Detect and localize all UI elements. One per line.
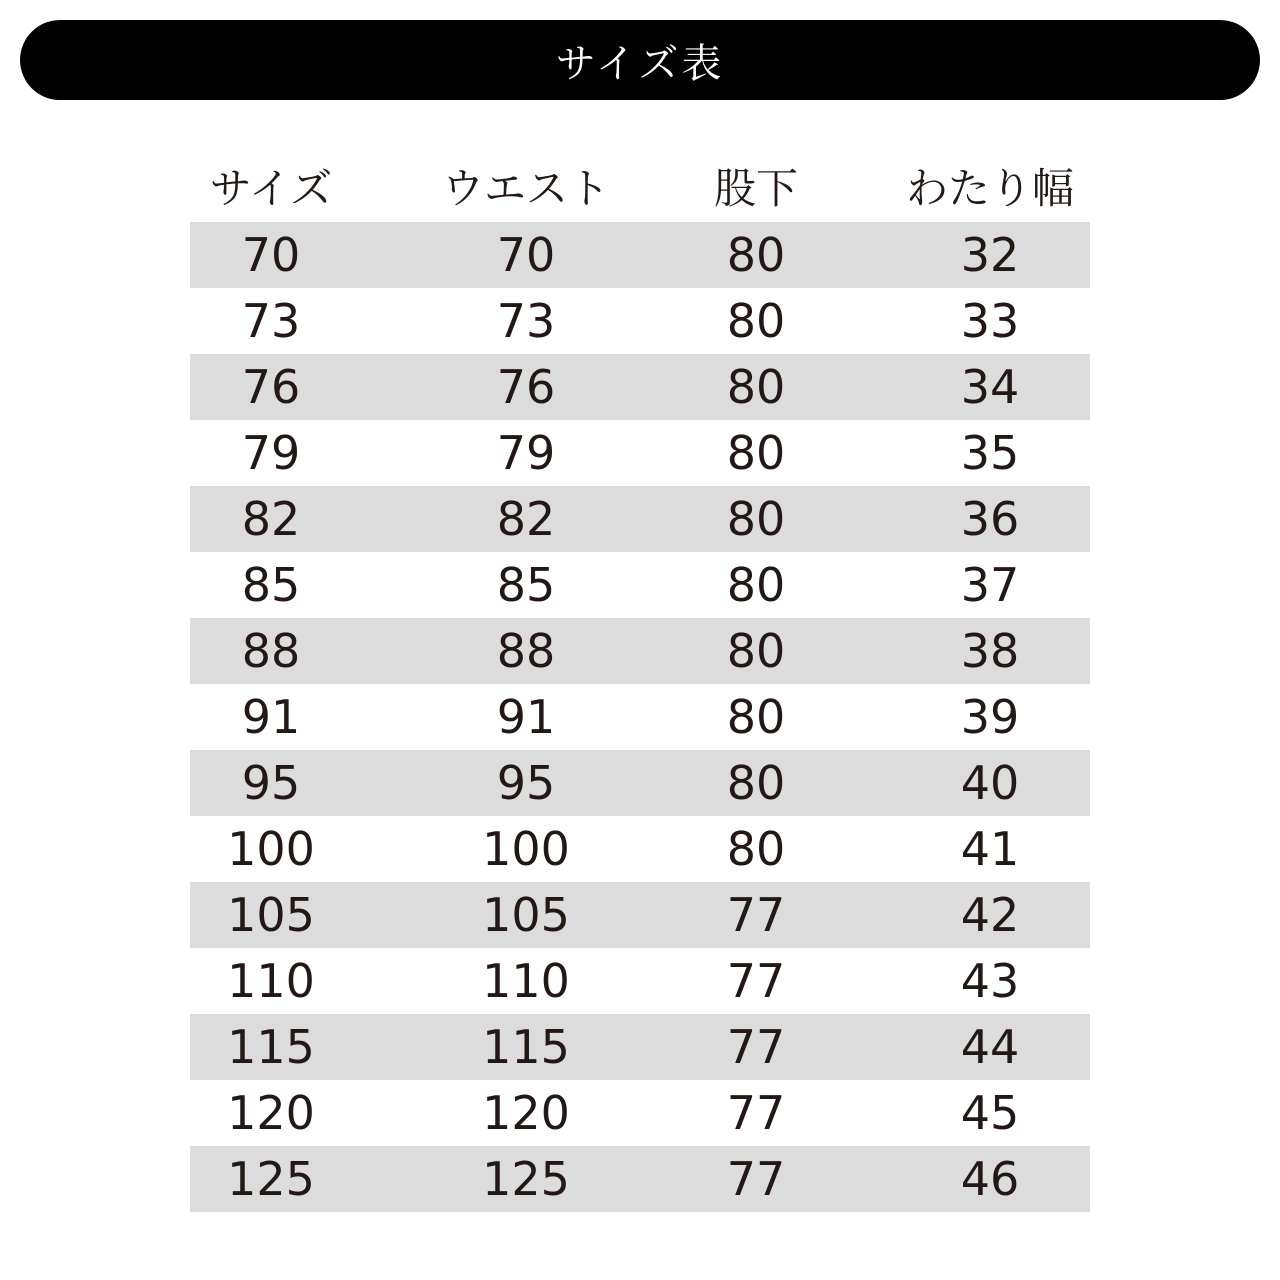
cell-thigh-width: 40 [960,756,1020,810]
cell-waist: 110 [482,954,570,1008]
table-row [190,288,1090,354]
table-body [190,222,1090,1212]
cell-thigh-width: 37 [960,558,1020,612]
cell-size: 120 [227,1086,315,1140]
cell-waist: 105 [482,888,570,942]
header-inseam: 股下 [713,164,798,213]
cell-size: 105 [227,888,315,942]
cell-inseam: 80 [726,558,786,612]
cell-size: 73 [241,294,301,348]
table-row [190,486,1090,552]
cell-thigh-width: 44 [960,1020,1020,1074]
cell-waist: 73 [496,294,556,348]
cell-size: 82 [241,492,301,546]
header-waist: ウエスト [441,164,610,213]
cell-thigh-width: 36 [960,492,1020,546]
size-table [190,156,1090,1212]
cell-thigh-width: 33 [960,294,1020,348]
cell-inseam: 80 [726,822,786,876]
table-row [190,882,1090,948]
cell-waist: 91 [496,690,556,744]
cell-inseam: 77 [726,888,786,942]
table-row [190,684,1090,750]
cell-waist: 88 [496,624,556,678]
table-row [190,1014,1090,1080]
page-title: サイズ表 [555,40,725,87]
cell-thigh-width: 34 [960,360,1020,414]
cell-waist: 76 [496,360,556,414]
cell-size: 85 [241,558,301,612]
cell-size: 88 [241,624,301,678]
cell-inseam: 80 [726,756,786,810]
cell-size: 91 [241,690,301,744]
cell-inseam: 80 [726,492,786,546]
header-thigh-width: わたり幅 [905,164,1074,213]
cell-thigh-width: 32 [960,228,1020,282]
cell-thigh-width: 35 [960,426,1020,480]
cell-size: 70 [241,228,301,282]
table-header-row [190,156,1090,222]
cell-size: 95 [241,756,301,810]
header-size: サイズ [209,164,333,213]
table-row [190,948,1090,1014]
cell-size: 115 [227,1020,315,1074]
table-row [190,354,1090,420]
cell-inseam: 77 [726,1152,786,1206]
table-row [190,618,1090,684]
cell-inseam: 80 [726,624,786,678]
cell-thigh-width: 39 [960,690,1020,744]
cell-thigh-width: 43 [960,954,1020,1008]
cell-inseam: 80 [726,690,786,744]
cell-waist: 120 [482,1086,570,1140]
cell-inseam: 77 [726,954,786,1008]
cell-size: 125 [227,1152,315,1206]
cell-waist: 95 [496,756,556,810]
cell-inseam: 77 [726,1020,786,1074]
cell-inseam: 80 [726,360,786,414]
table-row [190,552,1090,618]
cell-waist: 100 [482,822,570,876]
cell-inseam: 80 [726,426,786,480]
cell-size: 100 [227,822,315,876]
cell-waist: 82 [496,492,556,546]
cell-thigh-width: 45 [960,1086,1020,1140]
cell-waist: 79 [496,426,556,480]
cell-waist: 125 [482,1152,570,1206]
title-bar [20,20,1260,100]
cell-inseam: 77 [726,1086,786,1140]
table-row [190,222,1090,288]
cell-size: 76 [241,360,301,414]
cell-waist: 70 [496,228,556,282]
cell-size: 110 [227,954,315,1008]
table-row [190,750,1090,816]
cell-waist: 85 [496,558,556,612]
table-row [190,1146,1090,1212]
cell-inseam: 80 [726,294,786,348]
cell-waist: 115 [482,1020,570,1074]
cell-size: 79 [241,426,301,480]
table-row [190,1080,1090,1146]
cell-thigh-width: 46 [960,1152,1020,1206]
table-row [190,816,1090,882]
cell-inseam: 80 [726,228,786,282]
cell-thigh-width: 38 [960,624,1020,678]
cell-thigh-width: 41 [960,822,1020,876]
table-row [190,420,1090,486]
cell-thigh-width: 42 [960,888,1020,942]
